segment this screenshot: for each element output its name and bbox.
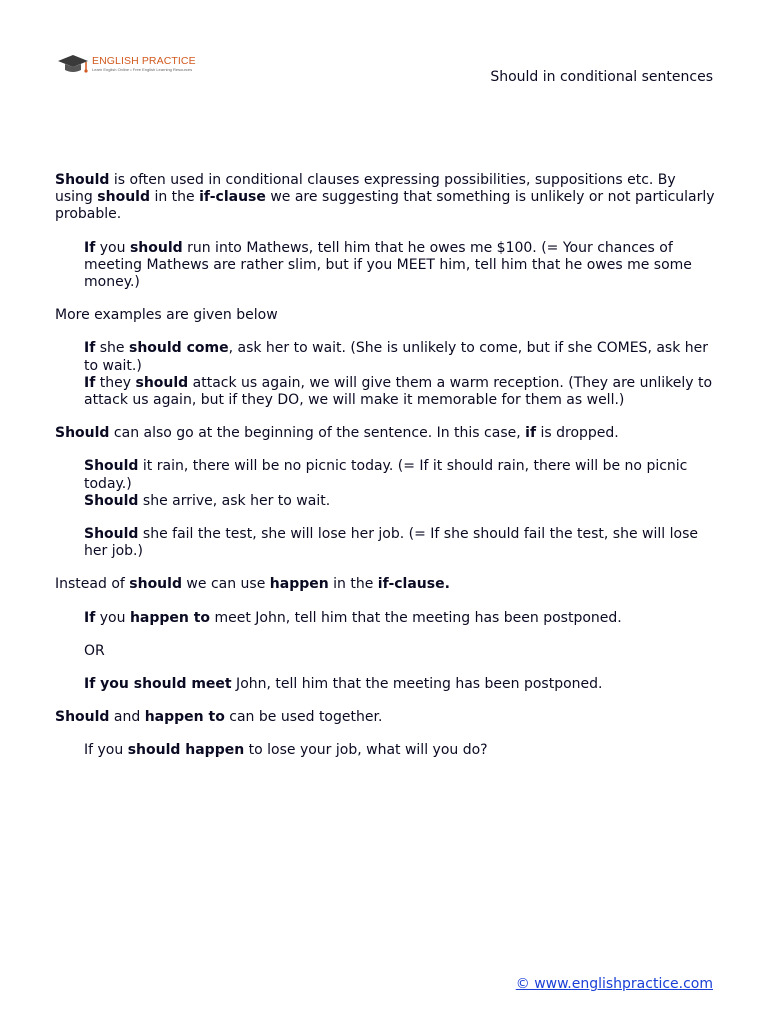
logo (56, 52, 196, 76)
graduation-cap-icon (56, 52, 90, 76)
logo-tagline: Learn English Online • Free English Learning Resources (92, 67, 193, 73)
example-sentence: Should she arrive, ask her to wait. (84, 492, 331, 509)
website-link[interactable]: © www.englishpractice.com (515, 976, 713, 992)
example-sentence: If you should run into Mathews, tell him that he owes me $100. (= Your chances of meeting Mathews are rather slim, but if you MEET him, tell him that he owes me some money.) (84, 239, 692, 291)
paragraph: Should can also go at the beginning of the sentence. In this case, if is dropped. (55, 425, 619, 442)
example-sentence: Should she fail the test, she will lose her job. (= If she should fail the test, she will lose her job.) (84, 526, 698, 560)
example-sentence: If you happen to meet John, tell him that the meeting has been postponed. (84, 609, 622, 626)
document-body (55, 172, 715, 760)
paragraph: Should and happen to can be used together. (55, 709, 383, 726)
example-sentence: If you should meet John, tell him that the meeting has been postponed. (84, 676, 603, 693)
intro-paragraph: Should is often used in conditional clauses expressing possibilities, suppositions etc. By using should in the if-clause we are suggesting that something is unlikely or not particularly probable. (55, 172, 715, 223)
example-sentence: If they should attack us again, we will give them a warm reception. (They are unlikely to attack us again, but if they DO, we will make it memorable for them as well.) (84, 374, 713, 409)
example-sentence: Should it rain, there will be no picnic today. (= If it should rain, there will be no picnic today.) (84, 458, 688, 492)
example-sentence: If you should happen to lose your job, what will you do? (84, 742, 488, 759)
or-separator: OR (84, 642, 105, 659)
example-sentence: If she should come, ask her to wait. (She is unlikely to come, but if she COMES, ask her to wait.) (84, 340, 709, 374)
paragraph: More examples are given below (55, 307, 278, 324)
paragraph: Instead of should we can use happen in the if-clause. (55, 576, 450, 593)
document-title: Should in conditional sentences (490, 69, 713, 85)
logo-title: ENGLISH PRACTICE (92, 54, 196, 67)
